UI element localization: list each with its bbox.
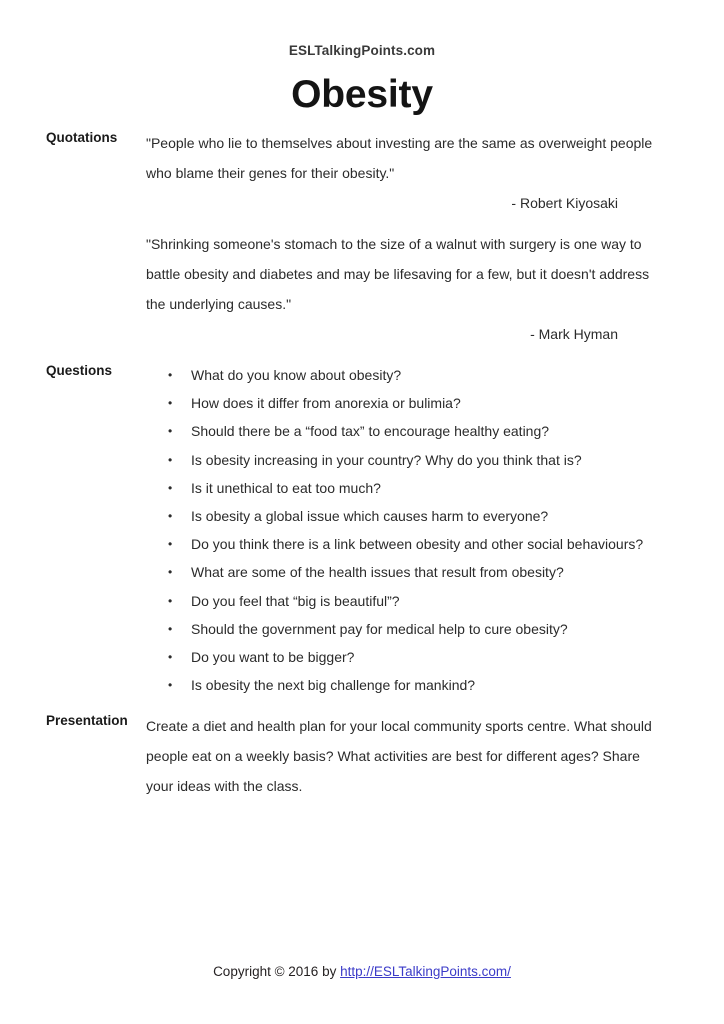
presentation-section xyxy=(46,711,678,801)
question-text: How does it differ from anorexia or bulimia? xyxy=(191,395,461,412)
bullet-icon: • xyxy=(168,593,173,608)
bullet-icon: • xyxy=(168,621,173,636)
question-item xyxy=(146,446,666,474)
bullet-icon: • xyxy=(168,368,173,382)
quotations-label: Quotations xyxy=(46,130,118,145)
page-title: Obesity xyxy=(291,73,433,116)
question-text: What do you know about obesity? xyxy=(191,367,402,383)
question-text: Do you feel that “big is beautiful”? xyxy=(191,592,400,609)
bullet-icon: • xyxy=(168,565,173,580)
quotation-block-2 xyxy=(46,229,678,349)
footer xyxy=(0,964,724,979)
quotations-body xyxy=(146,128,666,218)
bullet-icon: • xyxy=(168,509,173,524)
bullet-icon: • xyxy=(168,480,173,495)
question-item xyxy=(146,530,666,558)
presentation-label: Presentation xyxy=(46,713,128,728)
question-text: Should the government pay for medical help to cure obesity? xyxy=(191,620,568,637)
question-text: Is obesity increasing in your country? Why do you think that is? xyxy=(191,451,582,468)
questions-body xyxy=(146,361,666,699)
bullet-icon: • xyxy=(168,424,173,439)
quotation-text-2: "Shrinking someone's stomach to the size of a walnut with surgery is one way to battle obesity and diabetes and may be lifesaving for a few, but it doesn't address the underlying causes." xyxy=(146,236,650,312)
question-item xyxy=(146,643,666,671)
question-text: Should there be a “food tax” to encourage healthy eating? xyxy=(191,423,550,440)
quotation-author-2: - Mark Hyman xyxy=(530,326,618,342)
bullet-icon: • xyxy=(168,678,173,693)
questions-label: Questions xyxy=(46,363,113,378)
website-link[interactable]: http://ESLTalkingPoints.com/ xyxy=(340,964,511,979)
question-item xyxy=(146,671,666,699)
questions-list xyxy=(146,361,666,699)
question-item xyxy=(146,502,666,530)
presentation-text: Create a diet and health plan for your local community sports centre. What should people eat on a weekly basis? What activities are best for different ages? Share your ideas with the class. xyxy=(146,718,652,794)
bullet-icon: • xyxy=(168,650,173,665)
bullet-icon: • xyxy=(168,396,173,411)
bullet-icon: • xyxy=(168,452,173,467)
site-name: ESLTalkingPoints.com xyxy=(288,43,436,58)
question-text: Do you think there is a link between obesity and other social behaviours? xyxy=(191,536,644,553)
question-item xyxy=(146,587,666,615)
copyright-text: Copyright © 2016 by xyxy=(213,964,341,979)
question-text: What are some of the health issues that result from obesity? xyxy=(191,564,564,581)
question-item xyxy=(146,558,666,586)
question-text: Is obesity a global issue which causes harm to everyone? xyxy=(191,508,549,525)
bullet-icon: • xyxy=(168,537,173,552)
question-item xyxy=(146,417,666,445)
question-item xyxy=(146,474,666,502)
quotations-section xyxy=(46,128,678,218)
questions-section xyxy=(46,361,678,699)
question-text: Is it unethical to eat too much? xyxy=(191,479,381,496)
question-item xyxy=(146,361,666,389)
question-text: Do you want to be bigger? xyxy=(191,649,355,666)
question-item xyxy=(146,389,666,417)
question-item xyxy=(146,615,666,643)
quotation-text-1: "People who lie to themselves about investing are the same as overweight people who blame their genes for their obesity." xyxy=(146,135,653,181)
quotation-author-1: - Robert Kiyosaki xyxy=(511,195,618,211)
quotations-body-2 xyxy=(146,229,666,349)
question-text: Is obesity the next big challenge for mankind? xyxy=(191,677,476,694)
presentation-body xyxy=(146,711,666,801)
